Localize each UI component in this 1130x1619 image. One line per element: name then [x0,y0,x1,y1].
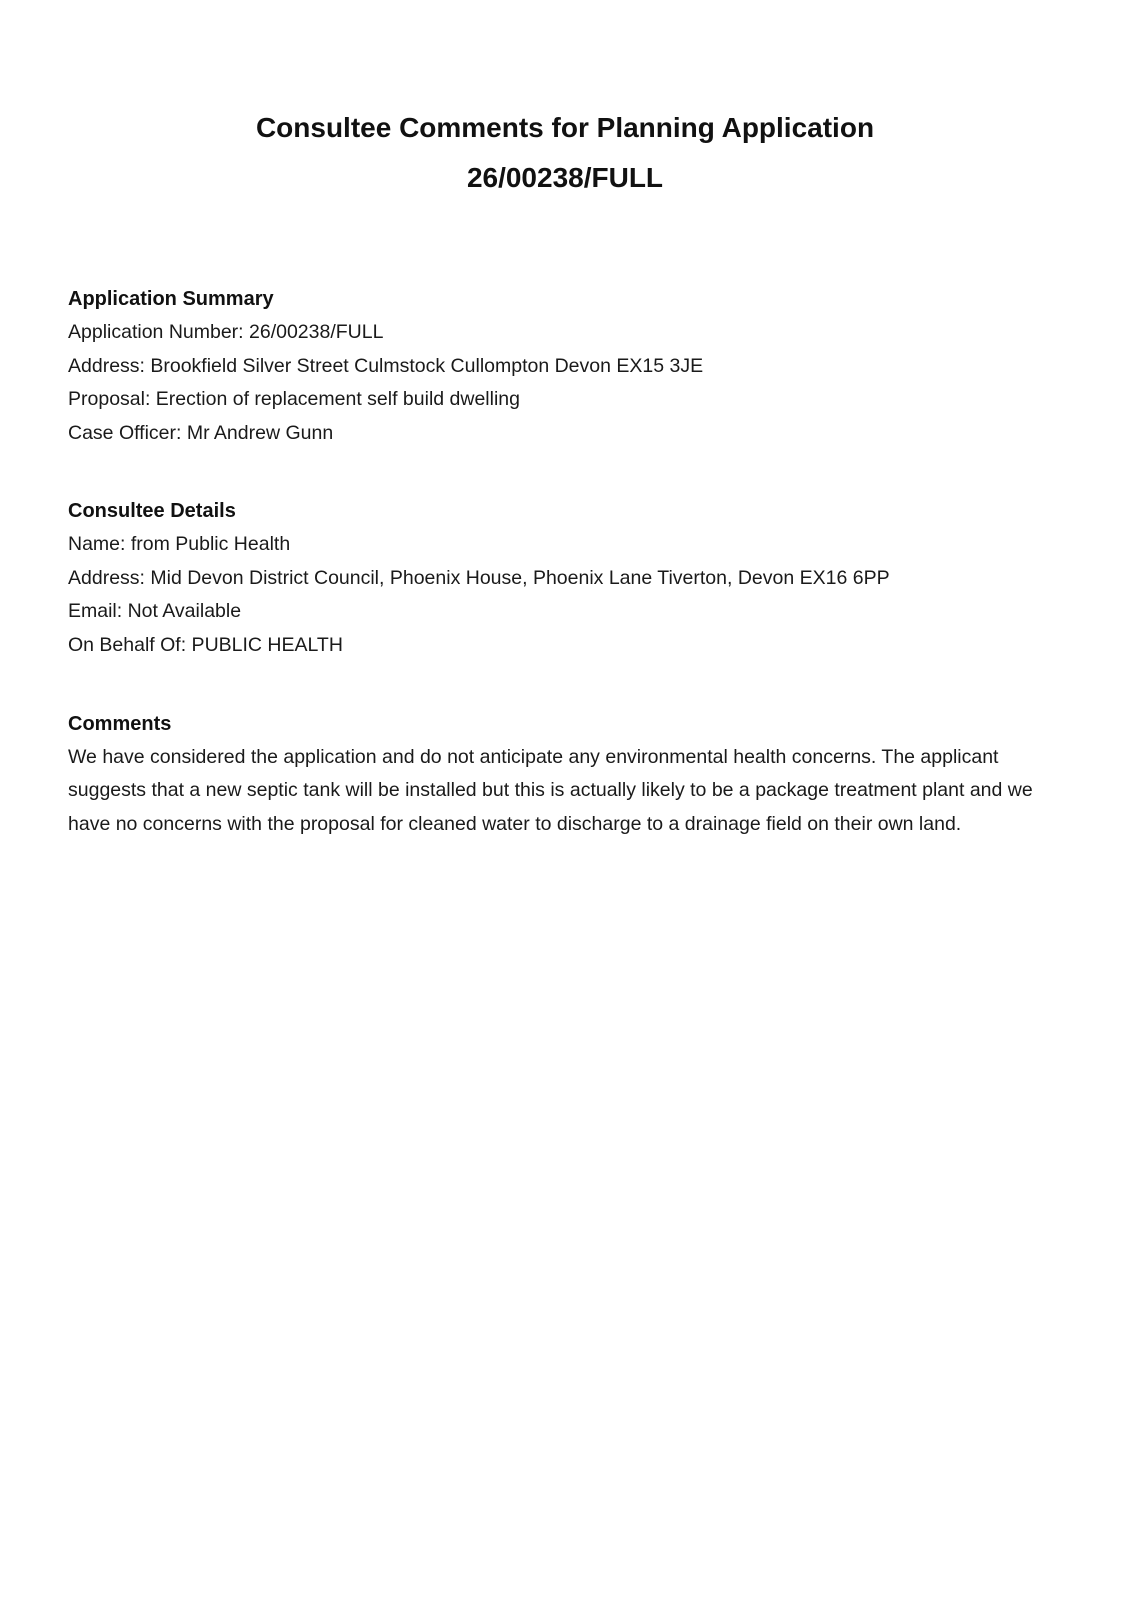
application-summary-heading: Application Summary [68,288,274,311]
consultee-email-line: Email: Not Available [68,600,242,623]
application-case-officer-line: Case Officer: Mr Andrew Gunn [68,421,334,444]
document-page [0,19,1130,1619]
application-address-line: Address: Brookfield Silver Street Culmstock Cullompton Devon EX15 3JE [68,354,704,377]
comments-section [68,663,1062,842]
document-content [0,222,1130,841]
application-number-line: Application Number: 26/00238/FULL [68,321,384,344]
application-summary-section [68,222,1062,450]
consultee-address-line: Address: Mid Devon District Council, Phoenix House, Phoenix Lane Tiverton, Devon EX16 6PP [68,566,890,589]
document-title [0,19,1130,204]
consultee-details-heading: Consultee Details [68,500,236,523]
comments-body: We have considered the application and do not anticipate any environmental health concerns. The applicant suggests that a new septic tank will be installed but this is actually likely to be a package treatment plant and we have no concerns with the proposal for cleaned water to discharge to a drainage field on their own land. [68,745,1033,835]
consultee-details-section [68,450,1062,662]
comments-heading: Comments [68,712,172,735]
document-title-line-1: Consultee Comments for Planning Application [255,111,875,143]
consultee-name-line: Name: from Public Health [68,533,291,556]
consultee-on-behalf-of-line: On Behalf Of: PUBLIC HEALTH [68,634,343,656]
document-title-line-2: 26/00238/FULL [466,162,664,194]
application-proposal-line: Proposal: Erection of replacement self build dwelling [68,388,520,411]
